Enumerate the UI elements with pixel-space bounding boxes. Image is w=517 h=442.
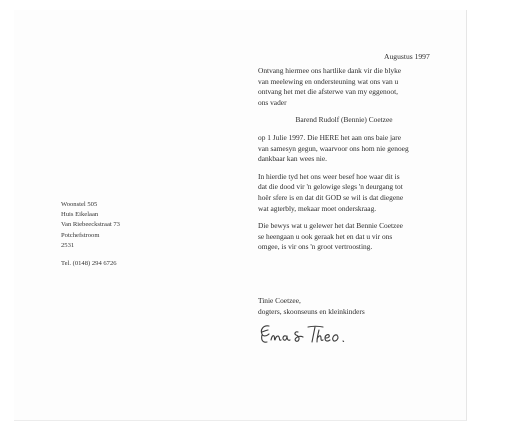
closing-name: Tinie Coetzee,: [258, 296, 301, 305]
letter-date: Augustus 1997: [384, 52, 430, 61]
phone-number: Tel. (0148) 294 6726: [61, 260, 117, 268]
paragraph-2: [258, 133, 430, 165]
text-line: wat agterbly, mekaar moet onderskraag.: [258, 203, 377, 213]
handwritten-signature: [255, 318, 365, 348]
text-line: Ontvang hiermee ons hartlike dank vir die blyke: [258, 66, 402, 75]
address-line: 2531: [61, 241, 75, 249]
text-line: dat die dood vir 'n gelowige slegs 'n deurgang tot: [258, 182, 403, 192]
text-line: op 1 Julie 1997. Die HERE het aan ons baie jare: [258, 132, 402, 142]
sender-address: [61, 200, 120, 269]
closing-family: dogters, skoonseuns en kleinkinders: [258, 306, 365, 316]
text-line: In hierdie tyd het ons weer besef hoe waar dit is: [258, 171, 400, 181]
paragraph-3: [258, 172, 430, 214]
text-line: hoër sfere is en dat dit GOD se wil is dat diegene: [258, 192, 404, 202]
text-line: ons vader: [258, 97, 287, 107]
address-line: Huis Eikelaan: [61, 211, 99, 219]
text-line: se heengaan u ook geraak het en dat u vir ons: [258, 231, 393, 241]
text-line: dankbaar kan wees nie.: [258, 154, 327, 164]
address-line: Woonstel 505: [61, 201, 98, 208]
text-line: ontvang het met die afsterwe van my eggenoot,: [258, 87, 398, 97]
paragraph-4: [258, 221, 430, 253]
closing-block: [258, 296, 365, 317]
text-line: omgee, is vir ons 'n groot vertroosting.: [258, 242, 373, 252]
address-line: Potchefstroom: [61, 231, 100, 239]
intro-paragraph: [258, 66, 430, 108]
text-line: van meelewing en ondersteuning wat ons van u: [258, 76, 399, 86]
address-line: Van Riebeeckstraat 73: [61, 221, 120, 229]
text-line: van samesyn gegun, waarvoor ons hom nie genoeg: [258, 143, 409, 153]
text-line: Die bewys wat u gelewer het dat Bennie Coetzee: [258, 221, 403, 231]
letter-body: [258, 66, 430, 260]
deceased-name: Barend Rudolf (Bennie) Coetzee: [295, 115, 393, 125]
